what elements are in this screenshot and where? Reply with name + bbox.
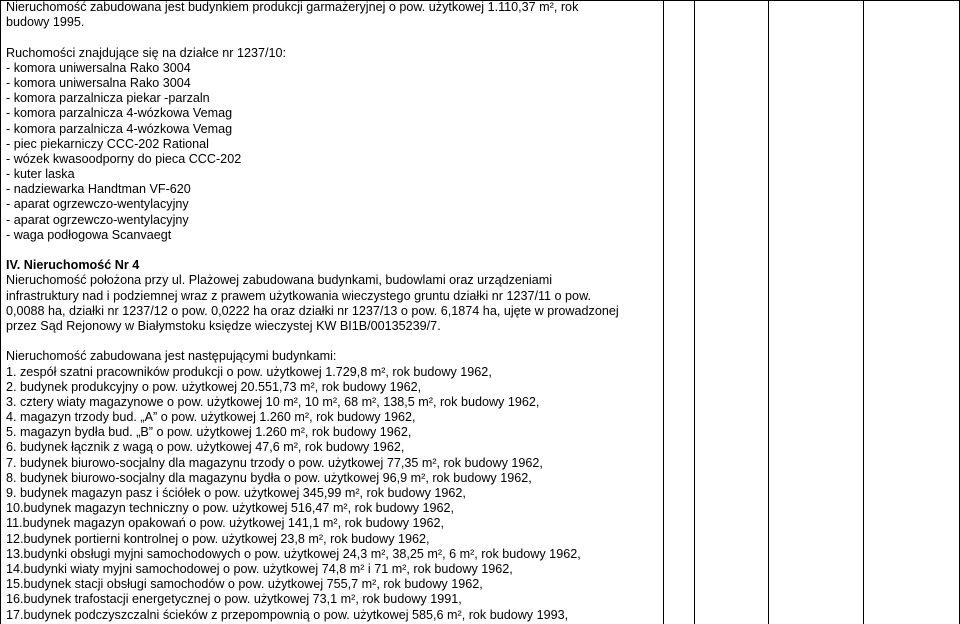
list-item: 13.budynki obsługi myjni samochodowych o pow. użytkowej 24,3 m², 38,25 m², 6 m², rok budowy 1962, (6, 546, 581, 561)
list-item: - komora parzalnicza piekar -parzaln (6, 91, 210, 106)
movables-list (6, 46, 656, 243)
list-item: - kuter laska (6, 167, 75, 182)
list-item: 1. zespół szatni pracowników produkcji o pow. użytkowej 1.729,8 m², rok budowy 1962, (6, 364, 492, 379)
text-line: budowy 1995. (6, 15, 85, 30)
description-cell (6, 0, 656, 623)
text-line: 0,0088 ha, działki nr 1237/12 o pow. 0,0222 ha oraz działki nr 1237/13 o pow. 6,1874 ha, ujęte w prowadzonej (6, 303, 619, 318)
column-divider-2 (694, 0, 695, 624)
column-divider-4 (863, 0, 864, 624)
list-item: 6. budynek łącznik z wagą o pow. użytkowej 47,6 m², rok budowy 1962, (6, 440, 405, 455)
list-item: 12.budynek portierni kontrolnej o pow. użytkowej 23,8 m², rok budowy 1962, (6, 531, 430, 546)
list-item: 10.budynek magazyn techniczny o pow. użytkowej 516,47 m², rok budowy 1962, (6, 501, 455, 516)
list-item: 3. cztery wiaty magazynowe o pow. użytkowej 10 m², 10 m², 68 m², 138,5 m², rok budowy 1962, (6, 394, 540, 409)
list-item: - wózek kwasoodporny do pieca CCC-202 (6, 151, 242, 166)
list-item: - komora uniwersalna Rako 3004 (6, 60, 191, 75)
list-item: 14.budynki wiaty myjni samochodowej o pow. użytkowej 74,8 m² i 71 m², rok budowy 1962, (6, 561, 513, 576)
text-line: infrastruktury nad i podziemnej wraz z prawem użytkowania wieczystego gruntu działki nr 1237/11 o pow. (6, 288, 591, 303)
list-item: - piec piekarniczy CCC-202 Rational (6, 136, 209, 151)
list-item: 8. budynek biurowo-socjalny dla magazynu bydła o pow. użytkowej 96,9 m², rok budowy 1962, (6, 470, 532, 485)
list-item: 4. magazyn trzody bud. „A” o pow. użytkowej 1.260 m², rok budowy 1962, (6, 410, 416, 425)
list-item: 5. magazyn bydła bud. „B” o pow. użytkowej 1.260 m², rok budowy 1962, (6, 425, 412, 440)
text-line: przez Sąd Rejonowy w Białymstoku księdze wieczystej KW BI1B/00135239/7. (6, 318, 441, 333)
list-heading: Nieruchomość zabudowana jest następującymi budynkami: (6, 349, 337, 364)
list-item: - aparat ogrzewczo-wentylacyjny (6, 212, 189, 227)
list-item: - komora parzalnicza 4-wózkowa Vemag (6, 106, 233, 121)
building-paragraph (6, 0, 656, 30)
list-item: - komora uniwersalna Rako 3004 (6, 75, 191, 90)
list-item: 2. budynek produkcyjny o pow. użytkowej 20.551,73 m², rok budowy 1962, (6, 379, 422, 394)
list-item: - waga podłogowa Scanvaegt (6, 227, 172, 242)
column-divider-3 (768, 0, 769, 624)
table-left-border (0, 0, 1, 624)
section-heading: IV. Nieruchomość Nr 4 (6, 258, 140, 273)
list-item: - aparat ogrzewczo-wentylacyjny (6, 197, 189, 212)
text-line: Nieruchomość położona przy ul. Plażowej zabudowana budynkami, budowlami oraz urządzeniami (6, 273, 553, 288)
list-item: - nadziewarka Handtman VF-620 (6, 182, 191, 197)
list-item: 15.budynek stacji obsługi samochodów o pow. użytkowej 755,7 m², rok budowy 1962, (6, 577, 483, 592)
list-item: 17.budynek podczyszczalni ścieków z przepompownią o pow. użytkowej 585,6 m², rok budowy 1993, (6, 607, 569, 622)
list-item: 9. budynek magazyn pasz i ściółek o pow. użytkowej 345,99 m², rok budowy 1962, (6, 486, 466, 500)
column-divider-1 (663, 0, 664, 624)
buildings-list (6, 349, 656, 622)
list-item: 11.budynek magazyn opakowań o pow. użytkowej 141,1 m², rok budowy 1962, (6, 516, 445, 531)
list-item: 7. budynek biurowo-socjalny dla magazynu trzody o pow. użytkowej 77,35 m², rok budowy 1962, (6, 455, 543, 470)
list-item: - komora parzalnicza 4-wózkowa Vemag (6, 121, 233, 136)
list-item: 16.budynek trafostacji energetycznej o pow. użytkowej 73,1 m², rok budowy 1991, (6, 592, 462, 607)
list-heading: Ruchomości znajdujące się na działce nr 1237/10: (6, 45, 287, 60)
text-line: Nieruchomość zabudowana jest budynkiem produkcji garmażeryjnej o pow. użytkowej 1.110,37 m², rok (6, 0, 579, 14)
property-description (6, 273, 656, 334)
